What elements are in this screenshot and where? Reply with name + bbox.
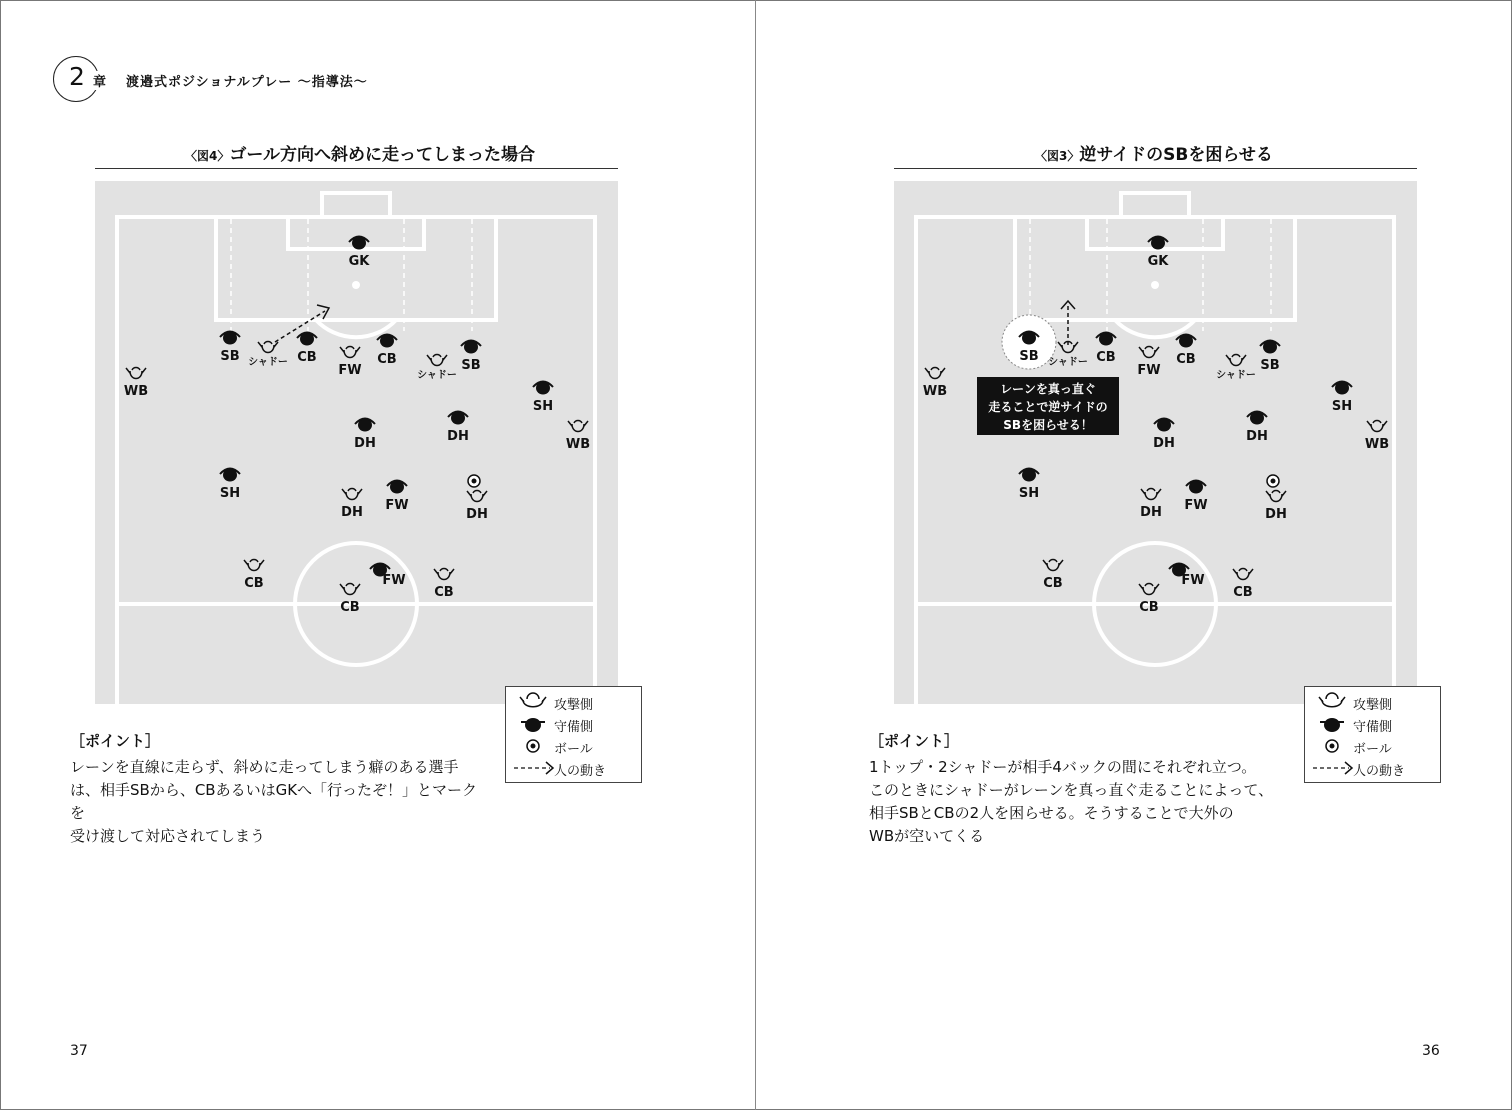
left-title-rule [95,168,618,169]
player-label: シャドー [1216,370,1256,381]
point-line: 1トップ・2シャドーが相手4バックの間にそれぞれ立つ。 [869,758,1257,776]
legend-ball: ボール [1353,742,1392,757]
legend-defense: 守備側 [554,720,594,735]
callout-line: 走ることで逆サイドの [988,400,1108,414]
player-label: FW [1137,363,1161,378]
right-figure-title-text: 逆サイドのSBを困らせる [1079,145,1273,165]
ball-icon [1267,475,1279,487]
player-label: DH [354,436,376,451]
left-legend [505,686,642,783]
ball-icon [518,736,548,756]
legend-movement: 人の動き [554,764,607,779]
chapter-number: 2 [69,62,85,91]
player-label: GK [348,254,370,269]
callout-line: レーンを真っ直ぐ [1000,382,1096,396]
player-label: SB [1019,349,1039,364]
player-label: WB [123,384,149,399]
callout-line: SBを困らせる！ [1003,418,1093,432]
player-label: CB [1176,352,1196,367]
player-label: CB [434,585,454,600]
right-legend [1304,686,1441,783]
left-figure-label: 〈図4〉 [185,149,230,163]
player-label: CB [1139,600,1159,615]
ball-icon [468,475,480,487]
player-label: CB [1096,350,1116,365]
player-label: CB [1043,576,1063,591]
player-label: シャドー [248,357,288,368]
player-label: WB [565,437,591,452]
point-line: WBが空いてくる [869,827,985,845]
player-label: WB [922,384,948,399]
player-label: DH [1153,436,1175,451]
legend-attack: 攻撃側 [1353,698,1393,713]
player-label: SH [1018,486,1040,501]
player-label: SB [220,349,240,364]
player-label: DH [1265,507,1287,522]
player-label: DH [466,507,488,522]
chapter-title: 渡邉式ポジショナルプレー ～指導法～ [126,75,368,90]
player-label: FW [385,498,409,513]
movement-arrow-icon [512,758,558,778]
attack-icon [1317,692,1347,712]
defense-icon [1317,714,1347,734]
player-label: FW [382,573,406,588]
left-figure-title [185,140,535,165]
player-label: シャドー [1048,357,1088,368]
player-label: GK [1147,254,1169,269]
left-point-body [70,756,485,848]
book-spine [755,0,756,1110]
penalty-spot [352,281,360,289]
right-figure-title [1035,140,1273,165]
player-label: CB [340,600,360,615]
defense-icon [518,714,548,734]
left-point-heading: ［ポイント］ [70,732,161,750]
player-label: DH [1140,505,1162,520]
player-label: DH [341,505,363,520]
player-label: DH [1246,429,1268,444]
player-label: WB [1364,437,1390,452]
right-figure-label: 〈図3〉 [1035,149,1080,163]
point-line: は、相手SBから、CBあるいはGKへ「行ったぞ！」とマークを [70,781,478,822]
player-label: CB [297,350,317,365]
left-figure-title-text: ゴール方向へ斜めに走ってしまった場合 [229,145,536,165]
point-line: 受け渡して対応されてしまう [70,827,266,845]
point-line: このときにシャドーがレーンを真っ直ぐ走ることによって、 [869,781,1274,799]
movement-arrow-icon [1311,758,1357,778]
callout-box [977,377,1119,435]
penalty-spot [1151,281,1159,289]
player-label: SB [1260,358,1280,373]
legend-defense: 守備側 [1353,720,1393,735]
right-point-heading: ［ポイント］ [869,732,960,750]
player-label: CB [377,352,397,367]
player-label: SH [1331,399,1353,414]
player-label: シャドー [417,370,457,381]
left-pitch-diagram [95,181,618,704]
player-label: DH [447,429,469,444]
attack-icon [518,692,548,712]
right-title-rule [894,168,1417,169]
legend-ball: ボール [554,742,593,757]
right-point-body [869,756,1284,848]
chapter-kanji: 章 [92,71,107,90]
point-line: 相手SBとCBの2人を困らせる。そうすることで大外の [869,804,1234,822]
legend-movement: 人の動き [1353,764,1406,779]
left-page-number: 37 [70,1043,88,1059]
player-label: FW [1184,498,1208,513]
point-line: レーンを直線に走らず、斜めに走ってしまう癖のある選手 [70,758,459,776]
player-label: FW [338,363,362,378]
player-label: CB [1233,585,1253,600]
right-pitch-diagram [894,181,1417,704]
right-page-number: 36 [1422,1043,1440,1059]
player-label: SH [532,399,554,414]
player-label: SH [219,486,241,501]
player-label: FW [1181,573,1205,588]
ball-icon [1317,736,1347,756]
legend-attack: 攻撃側 [554,698,594,713]
player-label: CB [244,576,264,591]
player-label: SB [461,358,481,373]
